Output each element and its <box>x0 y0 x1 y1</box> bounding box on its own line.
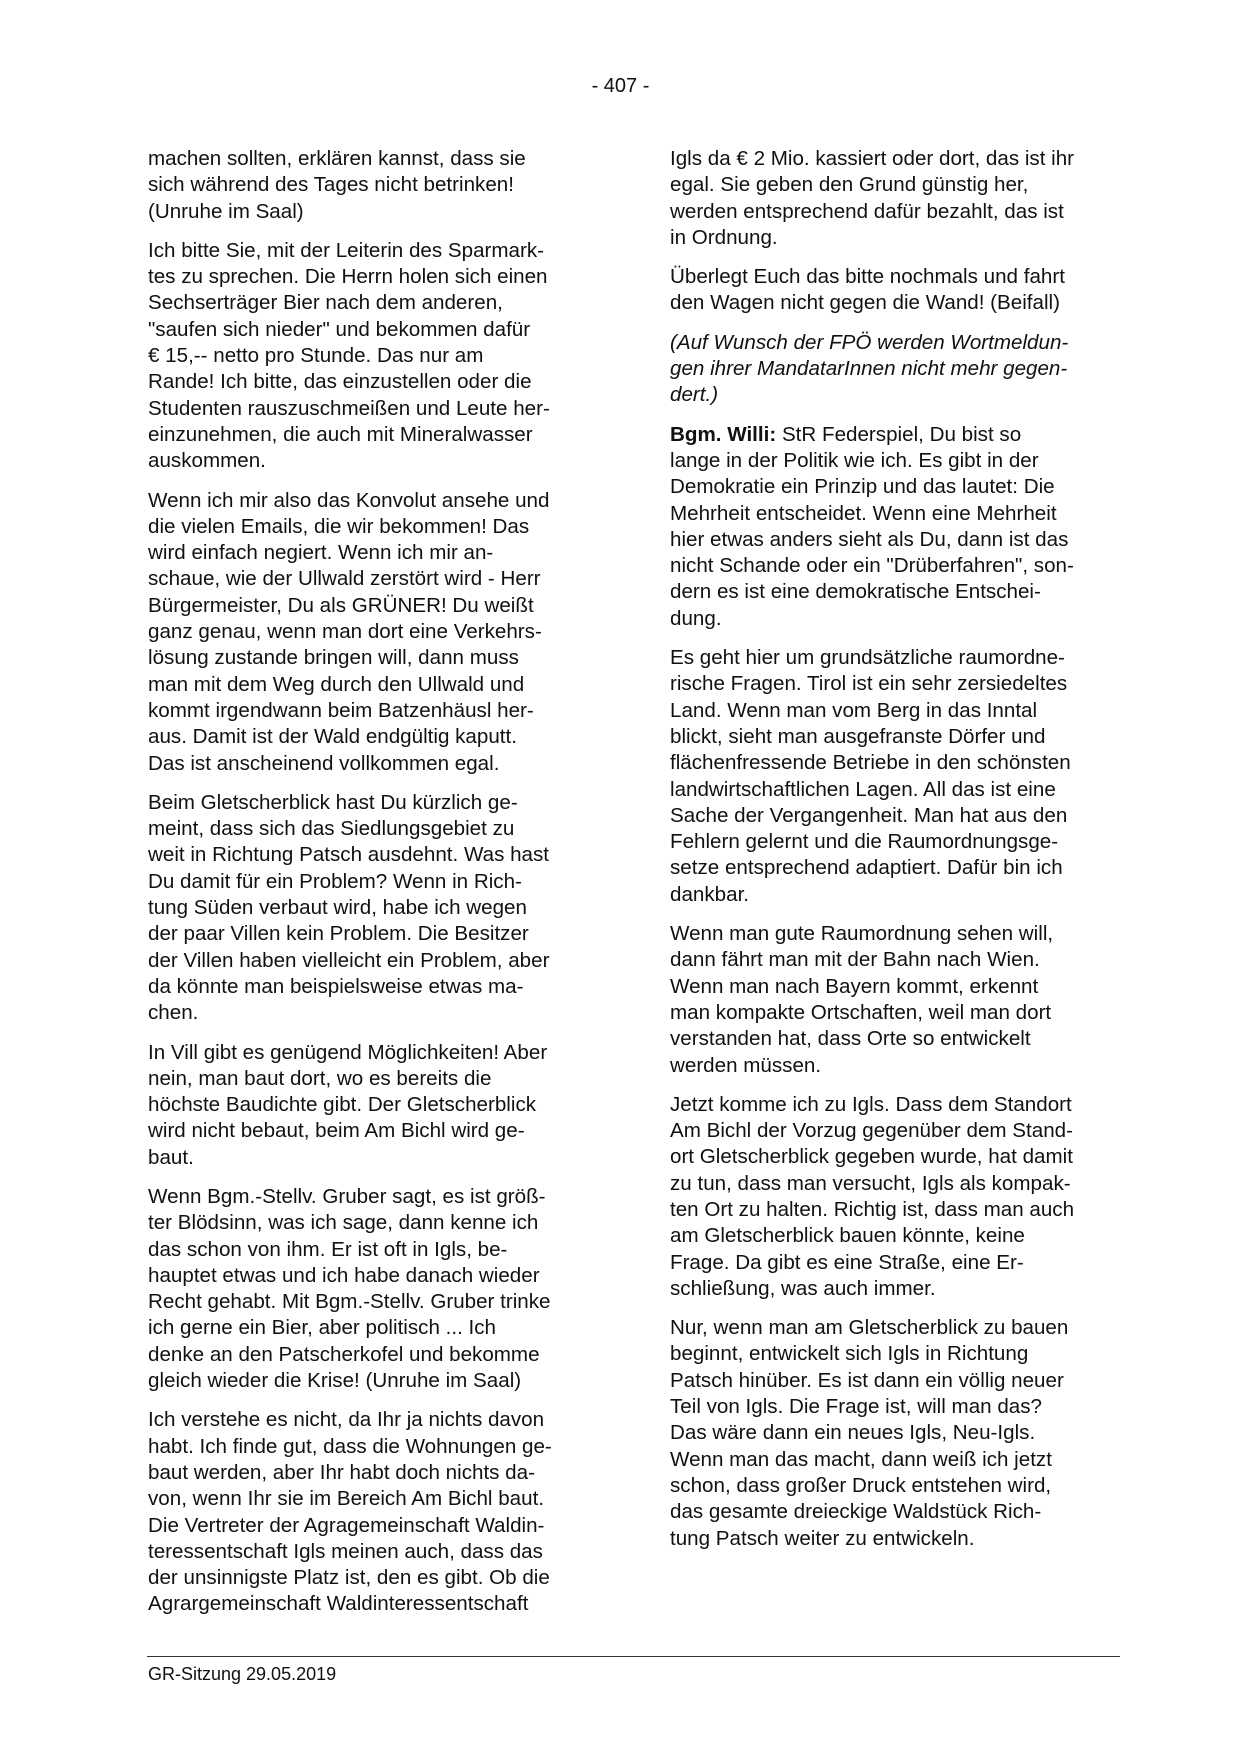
paragraph: Beim Gletscherblick hast Du kürzlich ge- meint, dass sich das Siedlungsgebiet zu weit in Richtung Patsch ausdehnt. Was hast Du damit für ein Problem? Wenn in Rich- tung Süden verbaut wird, habe ich wegen der paar Villen kein Problem. Die Besitzer der Villen haben vielleicht ein Problem, aber da könnte man beispielsweise etwas ma- chen. <box>148 790 550 1025</box>
paragraph: Wenn Bgm.-Stellv. Gruber sagt, es ist größ- ter Blödsinn, was ich sage, dann kenne ich das schon von ihm. Er ist oft in Igls, be- hauptet etwas und ich habe danach wieder Recht gehabt. Mit Bgm.-Stellv. Gruber trinke ich gerne ein Bier, aber politisch ... Ich denke an den Patscherkofel und bekomme gleich wieder die Krise! (Unruhe im Saal) <box>148 1184 551 1393</box>
paragraph: Igls da € 2 Mio. kassiert oder dort, das ist ihr egal. Sie geben den Grund günstig her, werden entsprechend dafür bezahlt, das ist in Ordnung. <box>670 147 1075 249</box>
paragraph: Es geht hier um grundsätzliche raumordne- rische Fragen. Tirol ist ein sehr zersiedeltes Land. Wenn man vom Berg in das Inntal blickt, sieht man ausgefranste Dörfer und flächenfressende Betriebe in den schönsten landwirtschaftlichen Lagen. All das ist eine Sache der Vergangenheit. Man hat aus den Fehlern gelernt und die Raumordnungsge- setze entsprechend adaptiert. Dafür bin ich dankbar. <box>670 646 1071 906</box>
speaker-name: Bgm. Willi: <box>670 422 777 446</box>
right-column <box>670 146 1115 1565</box>
page-number: - 407 - <box>591 75 650 97</box>
paragraph: Nur, wenn man am Gletscherblick zu bauen beginnt, entwickelt sich Igls in Richtung Patsch hinüber. Es ist dann ein völlig neuer Teil von Igls. Die Frage ist, will man das? Das wäre dann ein neues Igls, Neu-Igls. Wenn man das macht, dann weiß ich jetzt schon, dass großer Druck entstehen wird, das gesamte dreieckige Waldstück Rich- tung Patsch weiter zu entwickeln. <box>670 1316 1069 1550</box>
paragraph: Ich verstehe es nicht, da Ihr ja nichts davon habt. Ich finde gut, dass die Wohnungen ge- baut werden, aber Ihr habt doch nichts da- von, wenn Ihr sie im Bereich Am Bichl baut. Die Vertreter der Agragemeinschaft Waldin- teressentschaft Igls meinen auch, dass das der unsinnigste Platz ist, den es gibt. Ob die Agrargemeinschaft Waldinteressentschaft <box>148 1408 552 1616</box>
speaker-paragraph <box>670 422 1115 632</box>
paragraph: Jetzt komme ich zu Igls. Dass dem Standort Am Bichl der Vorzug gegenüber dem Stand- ort Gletscherblick gegeben wurde, hat damit zu tun, dass man versucht, Igls als kompak- ten Ort zu halten. Richtig ist, dass man auch am Gletscherblick bauen könnte, keine Frage. Da gibt es eine Straße, eine Er- schließung, was auch immer. <box>670 1092 1075 1300</box>
paragraph: Ich bitte Sie, mit der Leiterin des Sparmark- tes zu sprechen. Die Herrn holen sich einen Sechserträger Bier nach dem anderen, "saufen sich nieder" und bekommen dafür € 15,-- netto pro Stunde. Das nur am Rande! Ich bitte, das einzustellen oder die Studenten rauszuschmeißen und Leute her- einzunehmen, die auch mit Mineralwasser auskommen. <box>148 238 550 473</box>
editorial-note: (Auf Wunsch der FPÖ werden Wortmeldun- gen ihrer MandatarInnen nicht mehr gegen- dert.) <box>670 330 1069 407</box>
paragraph: Wenn man gute Raumordnung sehen will, dann fährt man mit der Bahn nach Wien. Wenn man nach Bayern kommt, erkennt man kompakte Ortschaften, weil man dort verstanden hat, dass Orte so entwickelt werden müssen. <box>670 922 1054 1077</box>
speaker-text: StR Federspiel, Du bist so lange in der Politik wie ich. Es gibt in der Demokratie ein Prinzip und das lautet: Die Mehrheit entscheidet. Wenn eine Mehrheit hier etwas anders sieht als Du, dann ist das nicht Schande oder ein "Drüberfahren", son- dern es ist eine demokratische Entschei- dung. <box>670 422 1074 630</box>
paragraph: machen sollten, erklären kannst, dass sie sich während des Tages nicht betrinken! (Unruhe im Saal) <box>148 147 526 223</box>
left-column <box>148 146 593 1631</box>
paragraph: In Vill gibt es genügend Möglichkeiten! Aber nein, man baut dort, wo es bereits die höchste Baudichte gibt. Der Gletscherblick wird nicht bebaut, beim Am Bichl wird ge- baut. <box>148 1040 548 1169</box>
paragraph: Überlegt Euch das bitte nochmals und fahrt den Wagen nicht gegen die Wand! (Beifall) <box>670 265 1065 315</box>
footer-session-date: GR-Sitzung 29.05.2019 <box>148 1664 337 1684</box>
paragraph: Wenn ich mir also das Konvolut ansehe und die vielen Emails, die wir bekommen! Das wird einfach negiert. Wenn ich mir an- schaue, wie der Ullwald zerstört wird - Herr Bürgermeister, Du als GRÜNER! Du weißt ganz genau, wenn man dort eine Verkehrs- lösung zustande bringen will, dann muss man mit dem Weg durch den Ullwald und kommt irgendwann beim Batzenhäusl her- aus. Damit ist der Wald endgültig kaputt. Das ist anscheinend vollkommen egal. <box>148 488 550 775</box>
footer-divider <box>147 1656 1120 1657</box>
